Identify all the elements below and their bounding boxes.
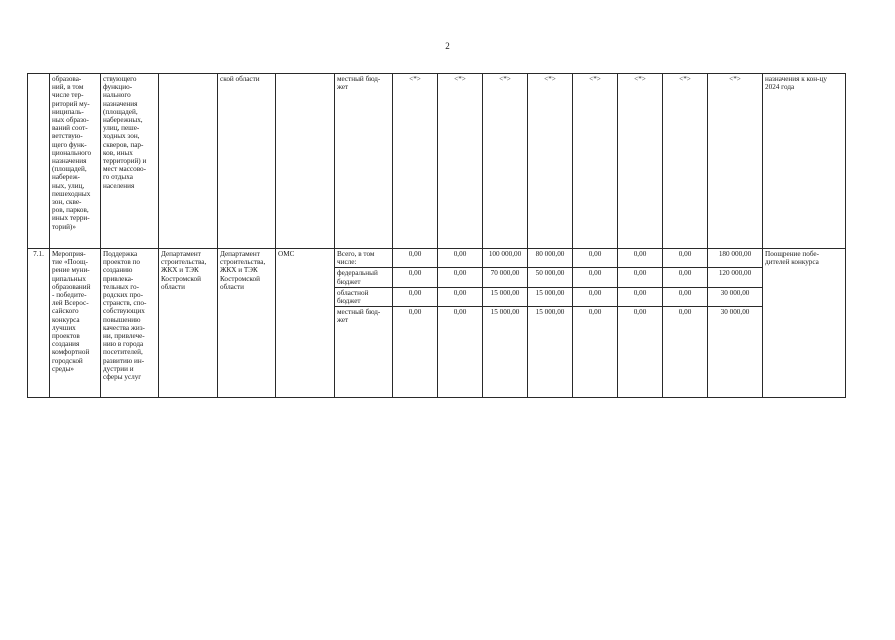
cell-text-line: создания <box>52 340 80 349</box>
cell-text-line: го отдыха <box>103 173 133 182</box>
value-cell: 0,00 <box>438 249 483 268</box>
value-cell: 0,00 <box>438 268 483 287</box>
cell-text-line: торий)» <box>52 222 76 231</box>
value-cell: 15 000,00 <box>483 287 528 306</box>
cell-text-line: проектов <box>52 332 80 341</box>
cell-text-line: ционального <box>52 148 92 157</box>
cont-coexecutor-cell: ской области <box>218 74 276 249</box>
source-cell: Всего, в том числе: <box>335 249 393 268</box>
cell-text-line: улиц, пеше- <box>103 124 140 133</box>
cell-text-line: набережных, <box>103 116 143 125</box>
cell-text-line: риторий му- <box>52 99 90 108</box>
cell-text-line: дустрии и <box>103 364 134 373</box>
cell-text-line: качества жиз- <box>103 323 145 332</box>
value-cell: 0,00 <box>393 249 438 268</box>
value-cell: 0,00 <box>393 307 438 398</box>
value-cell: 0,00 <box>573 287 618 306</box>
cell-text-line: привлека- <box>103 274 134 283</box>
value-cell: 0,00 <box>663 307 708 398</box>
cont-desc-text <box>103 75 156 190</box>
cont-value-cell: <*> <box>708 74 763 249</box>
cell-text-line: развитию ин- <box>103 356 145 365</box>
cell-text-line: городской <box>52 356 83 365</box>
value-cell: 120 000,00 <box>708 268 763 287</box>
value-cell: 0,00 <box>573 268 618 287</box>
cont-desc-cell <box>101 74 159 249</box>
item-number-cell: 7.1. <box>28 249 50 398</box>
value-cell: 50 000,00 <box>528 268 573 287</box>
cell-text-line: нию в города <box>103 340 144 349</box>
cont-result-cell: назначения к кон-цу 2024 года <box>763 74 846 249</box>
budget-table <box>27 73 846 398</box>
value-cell: 0,00 <box>438 287 483 306</box>
cell-text-line: тельных го- <box>103 282 140 291</box>
cont-number-cell <box>28 74 50 249</box>
cell-text-line: ных, улиц, <box>52 181 85 190</box>
cell-text-line: ходных зон, <box>103 132 140 141</box>
cell-text-line: набереж- <box>52 173 80 182</box>
cell-text-line: сферы услуг <box>103 373 142 382</box>
value-cell: 0,00 <box>393 287 438 306</box>
cell-text-line: созданию <box>103 266 133 275</box>
cont-name-cell <box>50 74 101 249</box>
cell-text-line: ниципаль- <box>52 107 84 116</box>
cell-text-line: ципальных <box>52 274 86 283</box>
value-cell: 0,00 <box>438 307 483 398</box>
cell-text-line: (площадей, <box>52 165 87 174</box>
executor-cell: Департамент строительства, ЖКХ и ТЭК Костромской области <box>159 249 218 398</box>
cell-text-line: сайского <box>52 307 79 316</box>
source-cell: местный бюд-жет <box>335 307 393 398</box>
source-cell: областной бюджет <box>335 287 393 306</box>
co-executor-cell: Департамент строительства, ЖКХ и ТЭК Костромской области <box>218 249 276 398</box>
item-desc-text <box>103 250 156 381</box>
cell-text-line: числе тер- <box>52 91 84 100</box>
page-number: 2 <box>445 41 450 51</box>
cell-text-line: посетителей, <box>103 348 143 357</box>
cell-text-line: проектов по <box>103 258 140 267</box>
cont-value-cell: <*> <box>438 74 483 249</box>
cell-text-line: функцио- <box>103 83 133 92</box>
value-cell: 30 000,00 <box>708 287 763 306</box>
value-cell: 15 000,00 <box>528 287 573 306</box>
cell-text-line: лучших <box>52 323 76 332</box>
cell-text-line: рение муни- <box>52 266 90 275</box>
value-cell: 0,00 <box>663 249 708 268</box>
cell-text-line: собствующих <box>103 307 145 316</box>
cont-value-cell: <*> <box>573 74 618 249</box>
source-cell: федеральный бюджет <box>335 268 393 287</box>
value-cell: 15 000,00 <box>528 307 573 398</box>
cell-text-line: назначения <box>52 157 87 166</box>
value-cell: 0,00 <box>618 268 663 287</box>
cell-text-line: ных образо- <box>52 116 89 125</box>
value-cell: 100 000,00 <box>483 249 528 268</box>
cont-value-cell: <*> <box>663 74 708 249</box>
cell-text-line: нального <box>103 91 131 100</box>
cell-text-line: конкурса <box>52 315 80 324</box>
cell-text-line: лей Всерос- <box>52 299 89 308</box>
item-name-cell <box>50 249 101 398</box>
item-result-cell: Поощрение побе-дителей конкурса <box>763 249 846 398</box>
cell-text-line: скверов, пар- <box>103 140 144 149</box>
cell-text-line: комфортной <box>52 348 90 357</box>
cell-text-line: назначения <box>103 99 138 108</box>
item-desc-cell <box>101 249 159 398</box>
value-cell: 0,00 <box>618 287 663 306</box>
cell-text-line: ний, в том <box>52 83 84 92</box>
cell-text-line: ствующего <box>103 75 137 83</box>
cont-value-cell: <*> <box>618 74 663 249</box>
cell-text-line: Мероприя- <box>52 250 86 258</box>
value-cell: 0,00 <box>663 268 708 287</box>
value-cell: 0,00 <box>573 307 618 398</box>
cont-executor-cell <box>159 74 218 249</box>
cell-text-line: родских про- <box>103 291 143 300</box>
cell-text-line: ветствую- <box>52 132 83 141</box>
cell-text-line: среды» <box>52 364 74 373</box>
cell-text-line: странств, спо- <box>103 299 147 308</box>
value-cell: 30 000,00 <box>708 307 763 398</box>
cell-text-line: пешеходных <box>52 189 91 198</box>
cont-value-cell: <*> <box>528 74 573 249</box>
cont-source-cell: местный бюд-жет <box>335 74 393 249</box>
value-cell: 0,00 <box>663 287 708 306</box>
continuation-row <box>28 74 846 249</box>
cell-text-line: образова- <box>52 75 82 83</box>
cell-text-line: Поддержка <box>103 250 138 258</box>
cell-text-line: ков, иных <box>103 148 133 157</box>
cell-text-line: (площадей, <box>103 107 138 116</box>
cell-text-line: иных терри- <box>52 214 90 223</box>
value-cell: 0,00 <box>573 249 618 268</box>
cell-text-line: щего функ- <box>52 140 87 149</box>
value-cell: 0,00 <box>393 268 438 287</box>
value-cell: 80 000,00 <box>528 249 573 268</box>
cell-text-line: мест массово- <box>103 165 147 174</box>
value-cell: 70 000,00 <box>483 268 528 287</box>
item-name-text <box>52 250 98 373</box>
cell-text-line: ваний соот- <box>52 124 88 133</box>
cell-text-line: тие «Поощ- <box>52 258 88 267</box>
cell-text-line: образований <box>52 282 91 291</box>
cell-text-line: ров, парков, <box>52 206 89 215</box>
value-cell: 180 000,00 <box>708 249 763 268</box>
cont-participant-cell <box>276 74 335 249</box>
participant-cell: ОМС <box>276 249 335 398</box>
cell-text-line: зон, скве- <box>52 198 82 207</box>
cell-text-line: - победите- <box>52 291 87 300</box>
cell-text-line: ни, привлече- <box>103 332 145 341</box>
value-cell: 15 000,00 <box>483 307 528 398</box>
cont-value-cell: <*> <box>483 74 528 249</box>
cont-name-text <box>52 75 98 231</box>
cell-text-line: территорий) и <box>103 157 147 166</box>
cell-text-line: населения <box>103 181 135 190</box>
value-cell: 0,00 <box>618 307 663 398</box>
cont-value-cell: <*> <box>393 74 438 249</box>
table-row <box>28 249 846 268</box>
cell-text-line: повышению <box>103 315 141 324</box>
value-cell: 0,00 <box>618 249 663 268</box>
